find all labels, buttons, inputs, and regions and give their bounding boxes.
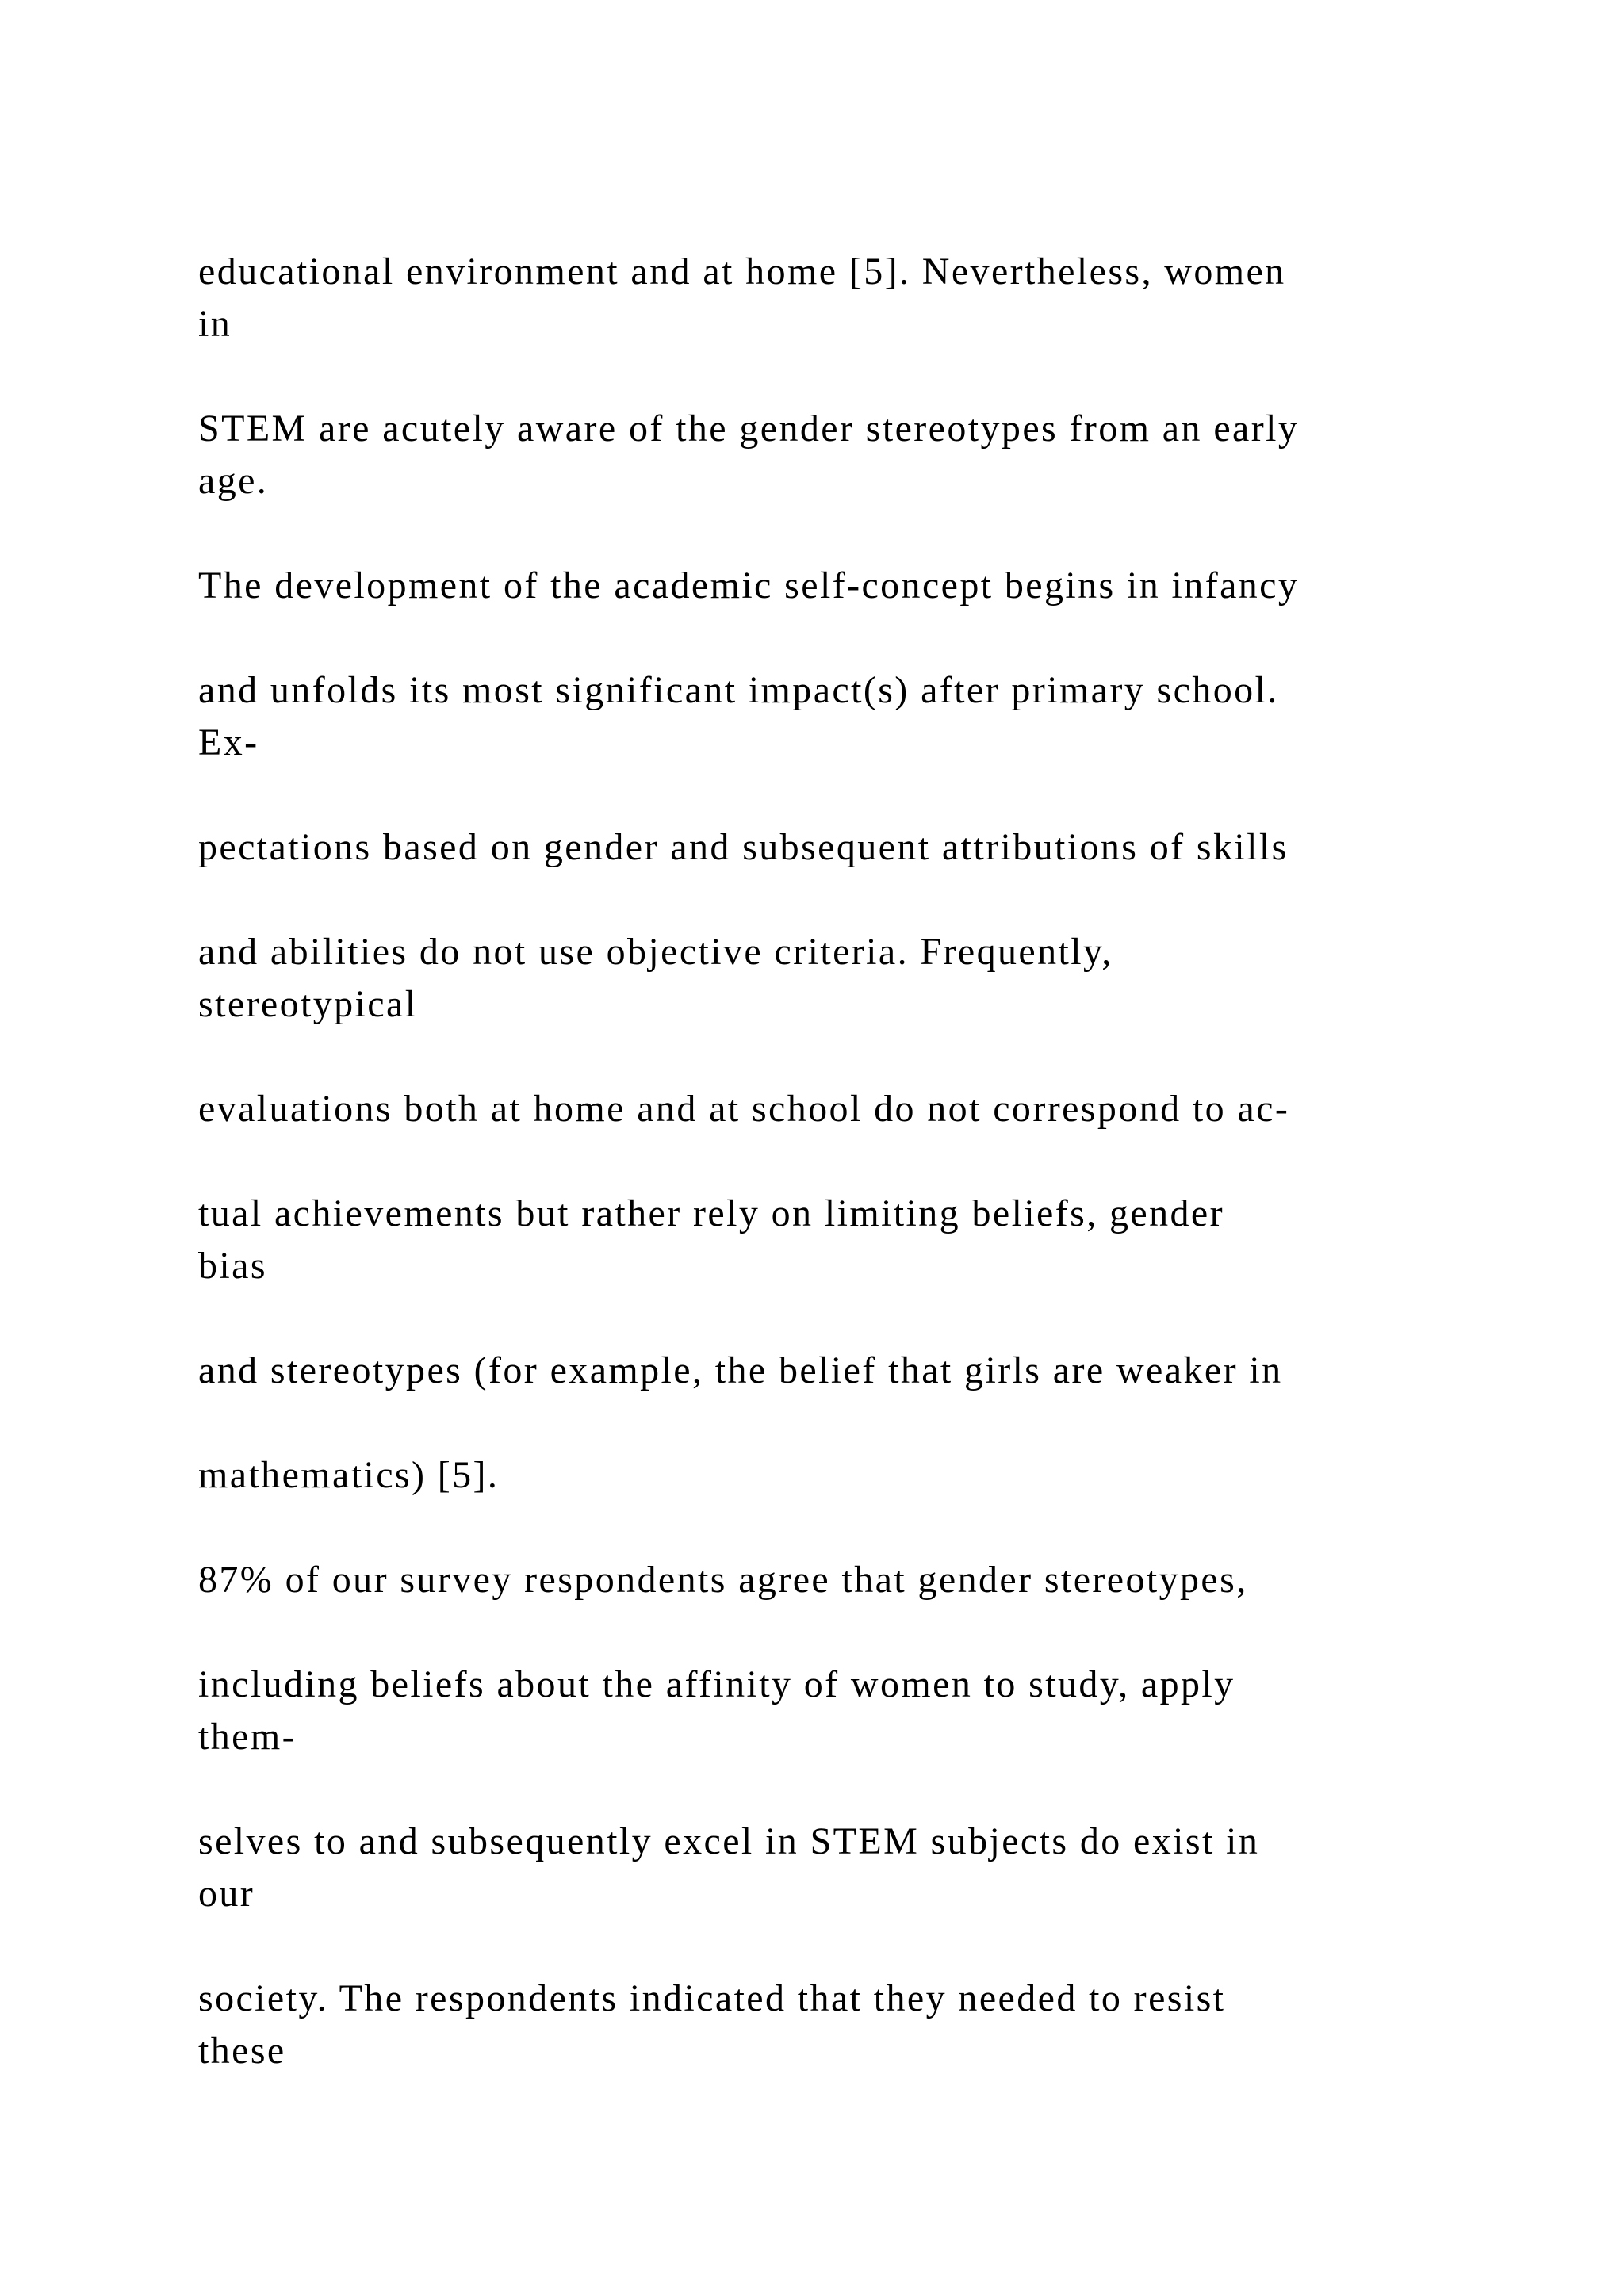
text-line: pectations based on gender and subsequent attributions of skills (198, 826, 1289, 868)
text-line: and stereotypes (for example, the belief that girls are weaker in (198, 1349, 1283, 1391)
text-line: tual achievements but rather rely on limiting beliefs, gender bias (198, 1192, 1225, 1287)
text-line: mathematics) [5]. (198, 1454, 500, 1496)
text-line: evaluations both at home and at school do not correspond to ac- (198, 1088, 1290, 1130)
text-line: educational environment and at home [5]. Nevertheless, women in (198, 251, 1286, 345)
text-line: including beliefs about the affinity of women to study, apply them- (198, 1663, 1235, 1758)
text-line: The development of the academic self-concept begins in infancy (198, 564, 1300, 607)
text-line: and abilities do not use objective criteria. Frequently, stereotypical (198, 931, 1113, 1025)
text-line: society. The respondents indicated that they needed to resist these (198, 1977, 1226, 2072)
text-line: STEM are acutely aware of the gender stereotypes from an early age. (198, 408, 1300, 502)
text-line: 87% of our survey respondents agree that gender stereotypes, (198, 1559, 1248, 1601)
text-line: selves to and subsequently excel in STEM subjects do exist in our (198, 1820, 1260, 1915)
body-text (198, 246, 1435, 2130)
text-line: and unfolds its most significant impact(s) after primary school. Ex- (198, 669, 1279, 763)
